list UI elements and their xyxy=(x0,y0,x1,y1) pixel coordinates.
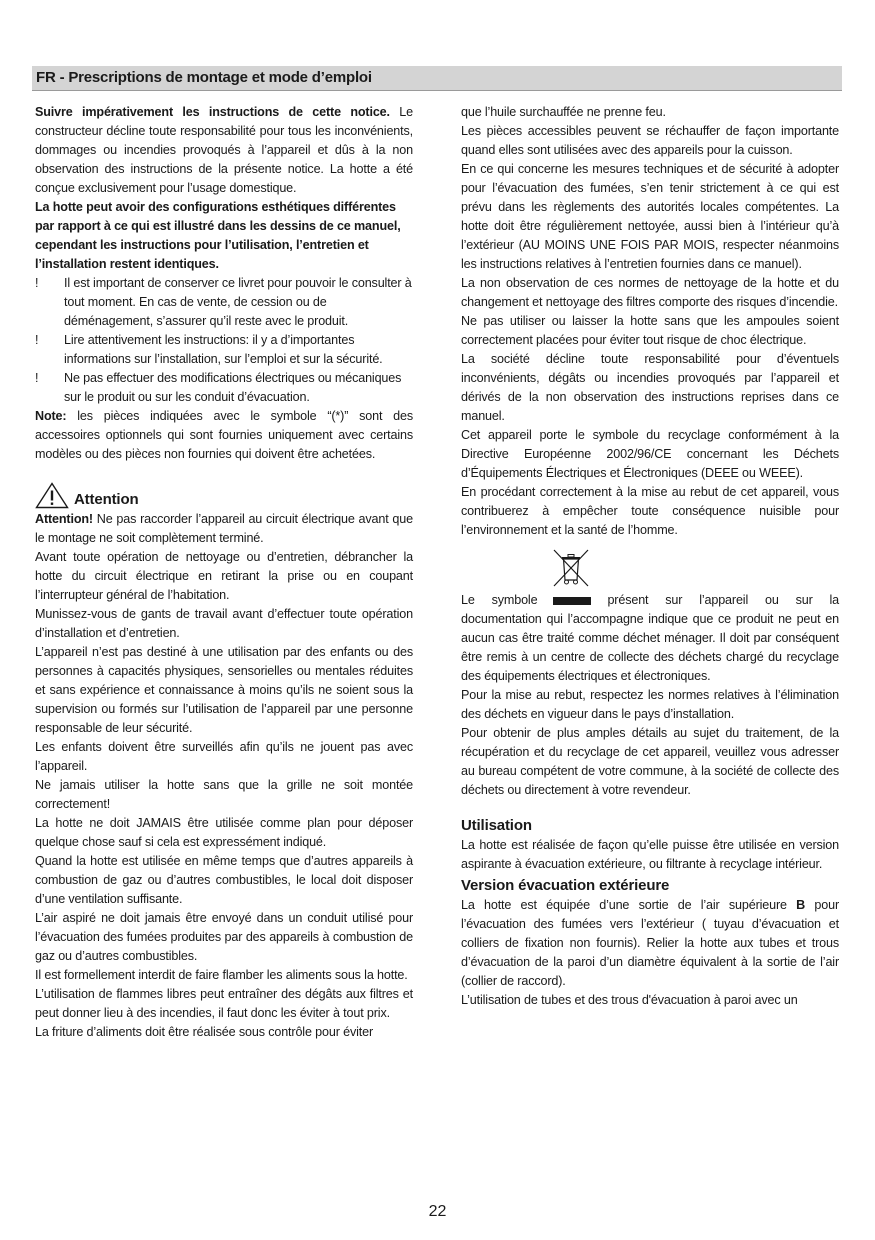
safety-paragraph: Quand la hotte est utilisée en même temps que d’autres appareils à combustion de gaz ou d’autres combustibles, le local doit disposer d’une ventilation suffisante. xyxy=(35,854,413,906)
bullet-item xyxy=(35,274,413,331)
safety-paragraph: Avant toute opération de nettoyage ou d’entretien, débrancher la hotte du circuit électrique en retirant la prise ou en coupant l’interrupteur général de l’habitation. xyxy=(35,550,413,602)
weee-symbol-area xyxy=(461,547,839,591)
safety-paragraph: Il est formellement interdit de faire flamber les aliments sous la hotte. xyxy=(35,968,408,982)
weee-bar-icon xyxy=(553,597,591,605)
utilisation-heading: Utilisation xyxy=(461,817,532,834)
bullet-text: Il est important de conserver ce livret pour pouvoir le consulter à tout moment. En cas de vente, de cession ou de déménagement, s’assurer qu’il reste avec le produit. xyxy=(64,276,412,328)
bullet-mark: ! xyxy=(35,276,39,290)
symbol-text-after: présent sur l’appareil ou sur la documentation qui l’accompagne indique que ce produit ne peut en aucun cas être traité comme déchet ménager. Il doit par conséquent être remis à un centre de collecte des déchets chargé du recyclage des équipements électriques et électroniques. xyxy=(461,593,839,683)
body-paragraph: En procédant correctement à la mise au rebut de cet appareil, vous contribuerez à empêcher toute conséquence nuisible pour l’environnement et la santé de l’homme. xyxy=(461,485,839,537)
utilisation-paragraph: La hotte est réalisée de façon qu’elle puisse être utilisée en version aspirante à évacuation extérieure, ou filtrante à recyclage intérieur. xyxy=(461,838,839,871)
safety-paragraph: L’appareil n’est pas destiné à une utilisation par des enfants ou des personnes à capacités physiques, sensorielles ou mentales réduites et sans expérience et connaissance à moins qu’ils ne soient sous la supervision ou formés sur l’utilisation de l’appareil par une personne responsable de leur sécurité. xyxy=(35,645,413,735)
safety-paragraph: La friture d’aliments doit être réalisée sous contrôle pour éviter xyxy=(35,1025,374,1039)
note-label: Note: xyxy=(35,409,67,423)
bullet-item xyxy=(35,331,413,369)
safety-paragraph: L’utilisation de flammes libres peut entraîner des dégâts aux filtres et peut donner lieu à des incendies, il faut donc les éviter à tout prix. xyxy=(35,987,413,1020)
safety-paragraph: L’air aspiré ne doit jamais être envoyé dans un conduit utilisé pour l’évacuation des fumées produites par des appareils à combustion de gaz ou d’autres combustibles. xyxy=(35,911,413,963)
body-paragraph: que l’huile surchauffée ne prenne feu. xyxy=(461,105,666,119)
safety-paragraph: Munissez-vous de gants de travail avant d’effectuer toute opération d’installation et d’entretien. xyxy=(35,607,413,640)
attention-paragraph xyxy=(35,510,413,548)
symbol-text-before: Le symbole xyxy=(461,593,538,607)
version-heading: Version évacuation extérieure xyxy=(461,877,670,894)
page-number: 22 xyxy=(428,1203,447,1220)
safety-paragraph: Les enfants doivent être surveillés afin qu’ils ne jouent pas avec l’appareil. xyxy=(35,740,413,773)
intro-paragraph xyxy=(35,103,413,198)
body-paragraph: Pour la mise au rebut, respectez les normes relatives à l’élimination des déchets en vigueur dans le pays d’installation. xyxy=(461,688,839,721)
section-header-bar xyxy=(32,66,842,91)
bullet-mark: ! xyxy=(35,371,39,385)
config-paragraph: La hotte peut avoir des configurations esthétiques différentes par rapport à ce qui est illustré dans les dessins de ce manuel, cependant les instructions pour l’utilisation, l’entretien et l’installation restent identiques. xyxy=(35,200,401,271)
bullet-text: Ne pas effectuer des modifications électriques ou mécaniques sur le produit ou sur les conduit d’évacuation. xyxy=(64,371,402,404)
crossed-bin-icon xyxy=(551,547,591,589)
bullet-text: Lire attentivement les instructions: il y a d’importantes informations sur l’installation, sur l’emploi et sur la sécurité. xyxy=(64,333,383,366)
bullet-mark: ! xyxy=(35,333,39,347)
attention-heading xyxy=(35,482,413,510)
body-paragraph: L’utilisation de tubes et des trous d'évacuation à paroi avec un xyxy=(461,993,798,1007)
warning-triangle-icon xyxy=(35,482,69,509)
intro-bold: Suivre impérativement les instructions de cette notice. xyxy=(35,105,390,119)
attention-text: Ne pas raccorder l’appareil au circuit électrique avant que le montage ne soit complètement terminé. xyxy=(35,512,413,545)
right-column xyxy=(461,103,839,1010)
version-text-end: pour l’évacuation des fumées vers l’extérieur ( tuyau d’évacuation et colliers de fixation non fournis). Relier la hotte aux tubes et trous d’évacuation de la paroi d’un diamètre équivalent à la sortie de l’air (collier de raccord). xyxy=(461,898,839,988)
safety-paragraph: La hotte ne doit JAMAIS être utilisée comme plan pour déposer quelque chose sauf si cela est expressément indiqué. xyxy=(35,816,413,849)
body-paragraph: Ne pas utiliser ou laisser la hotte sans que les ampoules soient correctement placées pour éviter tout risque de choc électrique. xyxy=(461,314,839,347)
left-column xyxy=(35,103,413,1042)
note-text: les pièces indiquées avec le symbole “(*)” sont des accessoires optionnels qui sont fournies uniquement avec certains modèles ou des pièces non fournies qui doivent être achetées. xyxy=(35,409,413,461)
version-text-start: La hotte est équipée d’une sortie de l’air supérieure xyxy=(461,898,797,912)
bullet-item xyxy=(35,369,413,407)
version-paragraph xyxy=(461,896,839,991)
attention-bold: Attention! xyxy=(35,512,93,526)
attention-title: Attention xyxy=(74,491,139,508)
outlet-label: B xyxy=(796,898,806,912)
safety-paragraph: Ne jamais utiliser la hotte sans que la grille ne soit montée correctement! xyxy=(35,778,413,811)
intro-text: Le constructeur décline toute responsabilité pour tous les inconvénients, dommages ou incendies provoqués à l’appareil et dûs à la non observation des instructions de la présente notice. La hotte a été conçue exclusivement pour l’usage domestique. xyxy=(35,105,413,195)
note-paragraph xyxy=(35,407,413,464)
body-paragraph: La société décline toute responsabilité pour d’éventuels inconvénients, dégâts ou incendies provoqués par l’appareil et dérivés de la non observation des instructions reprises dans ce manuel. xyxy=(461,352,839,423)
symbol-paragraph xyxy=(461,591,839,686)
body-paragraph: Pour obtenir de plus amples détails au sujet du traitement, de la récupération et du recyclage de cet appareil, veuillez vous adresser au bureau compétent de votre commune, à la société de collecte des déchets ou directement à votre revendeur. xyxy=(461,726,839,797)
body-paragraph: Cet appareil porte le symbole du recyclage conformément à la Directive Européenne 2002/96/CE concernant les Déchets d’Équipements Électriques et Électroniques (DEEE ou WEEE). xyxy=(461,428,839,480)
body-paragraph: En ce qui concerne les mesures techniques et de sécurité à adopter pour l’évacuation des fumées, s’en tenir strictement à ce qui est prévu dans les règlements des autorités locales compétentes. La hotte doit être régulièrement nettoyée, aussi bien à l’intérieur qu’à l’extérieur (AU MOINS UNE FOIS PAR MOIS, respecter néanmoins les instructions relatives à l’entretien fournies dans ce manuel). xyxy=(461,162,839,271)
body-paragraph: Les pièces accessibles peuvent se réchauffer de façon importante quand elles sont utilisées avec des appareils pour la cuisson. xyxy=(461,124,839,157)
page-title: FR - Prescriptions de montage et mode d’emploi xyxy=(36,69,372,86)
body-paragraph: La non observation de ces normes de nettoyage de la hotte et du changement et nettoyage des filtres comporte des risques d’incendie. xyxy=(461,276,839,309)
